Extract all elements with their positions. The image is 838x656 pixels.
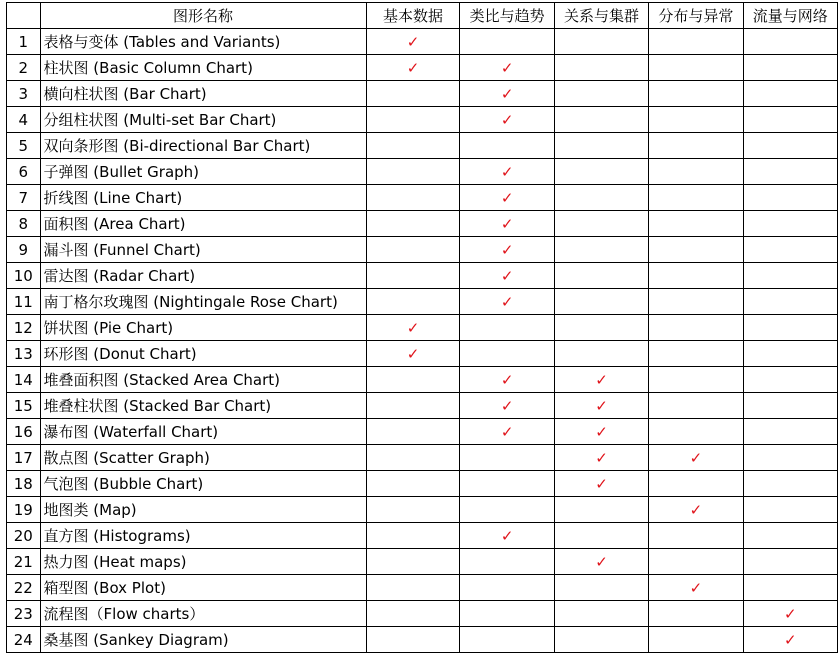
chart-name-cell: 堆叠柱状图 (Stacked Bar Chart)	[40, 393, 366, 419]
empty-cell	[743, 289, 837, 315]
row-index: 18	[7, 471, 41, 497]
empty-cell	[554, 133, 648, 159]
checkmark-icon: ✓	[460, 367, 554, 393]
checkmark-icon: ✓	[460, 211, 554, 237]
chart-name-cell: 折线图 (Line Chart)	[40, 185, 366, 211]
empty-cell	[743, 81, 837, 107]
header-distribution-anomaly: 分布与异常	[649, 3, 743, 29]
empty-cell	[649, 81, 743, 107]
empty-cell	[366, 575, 460, 601]
checkmark-icon: ✓	[554, 445, 648, 471]
empty-cell	[743, 185, 837, 211]
chart-name-cell: 南丁格尔玫瑰图 (Nightingale Rose Chart)	[40, 289, 366, 315]
empty-cell	[554, 237, 648, 263]
row-index: 2	[7, 55, 41, 81]
row-index: 14	[7, 367, 41, 393]
empty-cell	[554, 29, 648, 55]
empty-cell	[743, 367, 837, 393]
empty-cell	[460, 627, 554, 653]
row-index: 1	[7, 29, 41, 55]
empty-cell	[649, 549, 743, 575]
empty-cell	[649, 315, 743, 341]
empty-cell	[649, 185, 743, 211]
chart-name-cell: 气泡图 (Bubble Chart)	[40, 471, 366, 497]
chart-name-cell: 桑基图 (Sankey Diagram)	[40, 627, 366, 653]
table-row	[7, 601, 838, 627]
empty-cell	[743, 393, 837, 419]
empty-cell	[460, 471, 554, 497]
empty-cell	[366, 393, 460, 419]
empty-cell	[743, 575, 837, 601]
checkmark-icon: ✓	[649, 575, 743, 601]
row-index: 10	[7, 263, 41, 289]
table-row	[7, 81, 838, 107]
chart-name-cell: 散点图 (Scatter Graph)	[40, 445, 366, 471]
empty-cell	[554, 263, 648, 289]
header-row	[7, 3, 838, 29]
checkmark-icon: ✓	[460, 107, 554, 133]
checkmark-icon: ✓	[554, 471, 648, 497]
table-row	[7, 159, 838, 185]
checkmark-icon: ✓	[554, 549, 648, 575]
empty-cell	[366, 419, 460, 445]
row-index: 6	[7, 159, 41, 185]
table-row	[7, 263, 838, 289]
checkmark-icon: ✓	[649, 497, 743, 523]
empty-cell	[460, 445, 554, 471]
empty-cell	[743, 523, 837, 549]
chart-name-cell: 柱状图 (Basic Column Chart)	[40, 55, 366, 81]
checkmark-icon: ✓	[649, 445, 743, 471]
checkmark-icon: ✓	[366, 29, 460, 55]
checkmark-icon: ✓	[554, 393, 648, 419]
row-index: 21	[7, 549, 41, 575]
row-index: 5	[7, 133, 41, 159]
row-index: 24	[7, 627, 41, 653]
empty-cell	[554, 289, 648, 315]
empty-cell	[366, 445, 460, 471]
row-index: 12	[7, 315, 41, 341]
table-row	[7, 185, 838, 211]
empty-cell	[460, 133, 554, 159]
empty-cell	[460, 601, 554, 627]
empty-cell	[649, 263, 743, 289]
empty-cell	[743, 29, 837, 55]
empty-cell	[649, 133, 743, 159]
empty-cell	[649, 341, 743, 367]
checkmark-icon: ✓	[460, 419, 554, 445]
row-index: 15	[7, 393, 41, 419]
empty-cell	[554, 55, 648, 81]
header-flow-network: 流量与网络	[743, 3, 837, 29]
table-row	[7, 315, 838, 341]
empty-cell	[554, 575, 648, 601]
table-row	[7, 627, 838, 653]
table-row	[7, 211, 838, 237]
empty-cell	[649, 159, 743, 185]
header-index	[7, 3, 41, 29]
chart-name-cell: 堆叠面积图 (Stacked Area Chart)	[40, 367, 366, 393]
empty-cell	[460, 29, 554, 55]
empty-cell	[649, 523, 743, 549]
chart-name-cell: 分组柱状图 (Multi-set Bar Chart)	[40, 107, 366, 133]
empty-cell	[554, 341, 648, 367]
table-row	[7, 289, 838, 315]
empty-cell	[649, 471, 743, 497]
empty-cell	[366, 367, 460, 393]
empty-cell	[743, 159, 837, 185]
chart-name-cell: 雷达图 (Radar Chart)	[40, 263, 366, 289]
empty-cell	[366, 133, 460, 159]
empty-cell	[366, 289, 460, 315]
empty-cell	[366, 185, 460, 211]
empty-cell	[366, 497, 460, 523]
empty-cell	[366, 159, 460, 185]
header-chart-name: 图形名称	[40, 3, 366, 29]
table-row	[7, 367, 838, 393]
chart-name-cell: 箱型图 (Box Plot)	[40, 575, 366, 601]
empty-cell	[743, 55, 837, 81]
empty-cell	[554, 185, 648, 211]
empty-cell	[649, 289, 743, 315]
empty-cell	[649, 29, 743, 55]
empty-cell	[743, 315, 837, 341]
header-relationship-cluster: 关系与集群	[554, 3, 648, 29]
table-row	[7, 107, 838, 133]
empty-cell	[460, 497, 554, 523]
row-index: 23	[7, 601, 41, 627]
row-index: 20	[7, 523, 41, 549]
empty-cell	[649, 237, 743, 263]
chart-name-cell: 热力图 (Heat maps)	[40, 549, 366, 575]
checkmark-icon: ✓	[460, 237, 554, 263]
empty-cell	[743, 133, 837, 159]
checkmark-icon: ✓	[743, 601, 837, 627]
chart-name-cell: 流程图（Flow charts）	[40, 601, 366, 627]
empty-cell	[460, 315, 554, 341]
empty-cell	[649, 107, 743, 133]
checkmark-icon: ✓	[460, 523, 554, 549]
empty-cell	[649, 55, 743, 81]
chart-name-cell: 面积图 (Area Chart)	[40, 211, 366, 237]
empty-cell	[649, 393, 743, 419]
chart-name-cell: 双向条形图 (Bi-directional Bar Chart)	[40, 133, 366, 159]
empty-cell	[649, 419, 743, 445]
empty-cell	[460, 341, 554, 367]
table-row	[7, 29, 838, 55]
table-row	[7, 497, 838, 523]
checkmark-icon: ✓	[460, 159, 554, 185]
table-row	[7, 237, 838, 263]
empty-cell	[460, 575, 554, 601]
checkmark-icon: ✓	[460, 55, 554, 81]
empty-cell	[743, 471, 837, 497]
empty-cell	[460, 549, 554, 575]
empty-cell	[554, 315, 648, 341]
empty-cell	[649, 627, 743, 653]
table-row	[7, 55, 838, 81]
table-row	[7, 393, 838, 419]
chart-name-cell: 横向柱状图 (Bar Chart)	[40, 81, 366, 107]
checkmark-icon: ✓	[460, 393, 554, 419]
checkmark-icon: ✓	[460, 81, 554, 107]
row-index: 11	[7, 289, 41, 315]
checkmark-icon: ✓	[554, 419, 648, 445]
table-row	[7, 419, 838, 445]
row-index: 3	[7, 81, 41, 107]
table-row	[7, 471, 838, 497]
chart-name-cell: 瀑布图 (Waterfall Chart)	[40, 419, 366, 445]
chart-name-cell: 子弹图 (Bullet Graph)	[40, 159, 366, 185]
empty-cell	[743, 211, 837, 237]
row-index: 22	[7, 575, 41, 601]
table-row	[7, 445, 838, 471]
empty-cell	[743, 419, 837, 445]
chart-name-cell: 漏斗图 (Funnel Chart)	[40, 237, 366, 263]
checkmark-icon: ✓	[366, 55, 460, 81]
empty-cell	[743, 263, 837, 289]
empty-cell	[366, 471, 460, 497]
empty-cell	[554, 81, 648, 107]
chart-type-table	[6, 2, 838, 653]
table-row	[7, 341, 838, 367]
checkmark-icon: ✓	[460, 263, 554, 289]
empty-cell	[366, 523, 460, 549]
empty-cell	[649, 367, 743, 393]
empty-cell	[366, 601, 460, 627]
empty-cell	[554, 107, 648, 133]
empty-cell	[366, 107, 460, 133]
empty-cell	[366, 627, 460, 653]
header-comparison-trend: 类比与趋势	[460, 3, 554, 29]
empty-cell	[366, 549, 460, 575]
chart-name-cell: 表格与变体 (Tables and Variants)	[40, 29, 366, 55]
checkmark-icon: ✓	[460, 289, 554, 315]
row-index: 16	[7, 419, 41, 445]
table-row	[7, 523, 838, 549]
checkmark-icon: ✓	[366, 315, 460, 341]
empty-cell	[554, 159, 648, 185]
empty-cell	[366, 211, 460, 237]
header-basic-data: 基本数据	[366, 3, 460, 29]
empty-cell	[743, 497, 837, 523]
empty-cell	[554, 211, 648, 237]
empty-cell	[554, 497, 648, 523]
empty-cell	[554, 627, 648, 653]
row-index: 13	[7, 341, 41, 367]
table-body	[7, 29, 838, 653]
empty-cell	[366, 263, 460, 289]
empty-cell	[554, 523, 648, 549]
checkmark-icon: ✓	[366, 341, 460, 367]
empty-cell	[743, 107, 837, 133]
empty-cell	[649, 601, 743, 627]
row-index: 17	[7, 445, 41, 471]
table-row	[7, 575, 838, 601]
empty-cell	[743, 445, 837, 471]
empty-cell	[743, 549, 837, 575]
empty-cell	[649, 211, 743, 237]
row-index: 19	[7, 497, 41, 523]
empty-cell	[743, 341, 837, 367]
chart-name-cell: 地图类 (Map)	[40, 497, 366, 523]
checkmark-icon: ✓	[743, 627, 837, 653]
empty-cell	[743, 237, 837, 263]
chart-name-cell: 饼状图 (Pie Chart)	[40, 315, 366, 341]
row-index: 7	[7, 185, 41, 211]
chart-name-cell: 环形图 (Donut Chart)	[40, 341, 366, 367]
row-index: 9	[7, 237, 41, 263]
table-row	[7, 549, 838, 575]
checkmark-icon: ✓	[460, 185, 554, 211]
table-row	[7, 133, 838, 159]
row-index: 4	[7, 107, 41, 133]
empty-cell	[554, 601, 648, 627]
row-index: 8	[7, 211, 41, 237]
checkmark-icon: ✓	[554, 367, 648, 393]
empty-cell	[366, 81, 460, 107]
chart-name-cell: 直方图 (Histograms)	[40, 523, 366, 549]
empty-cell	[366, 237, 460, 263]
